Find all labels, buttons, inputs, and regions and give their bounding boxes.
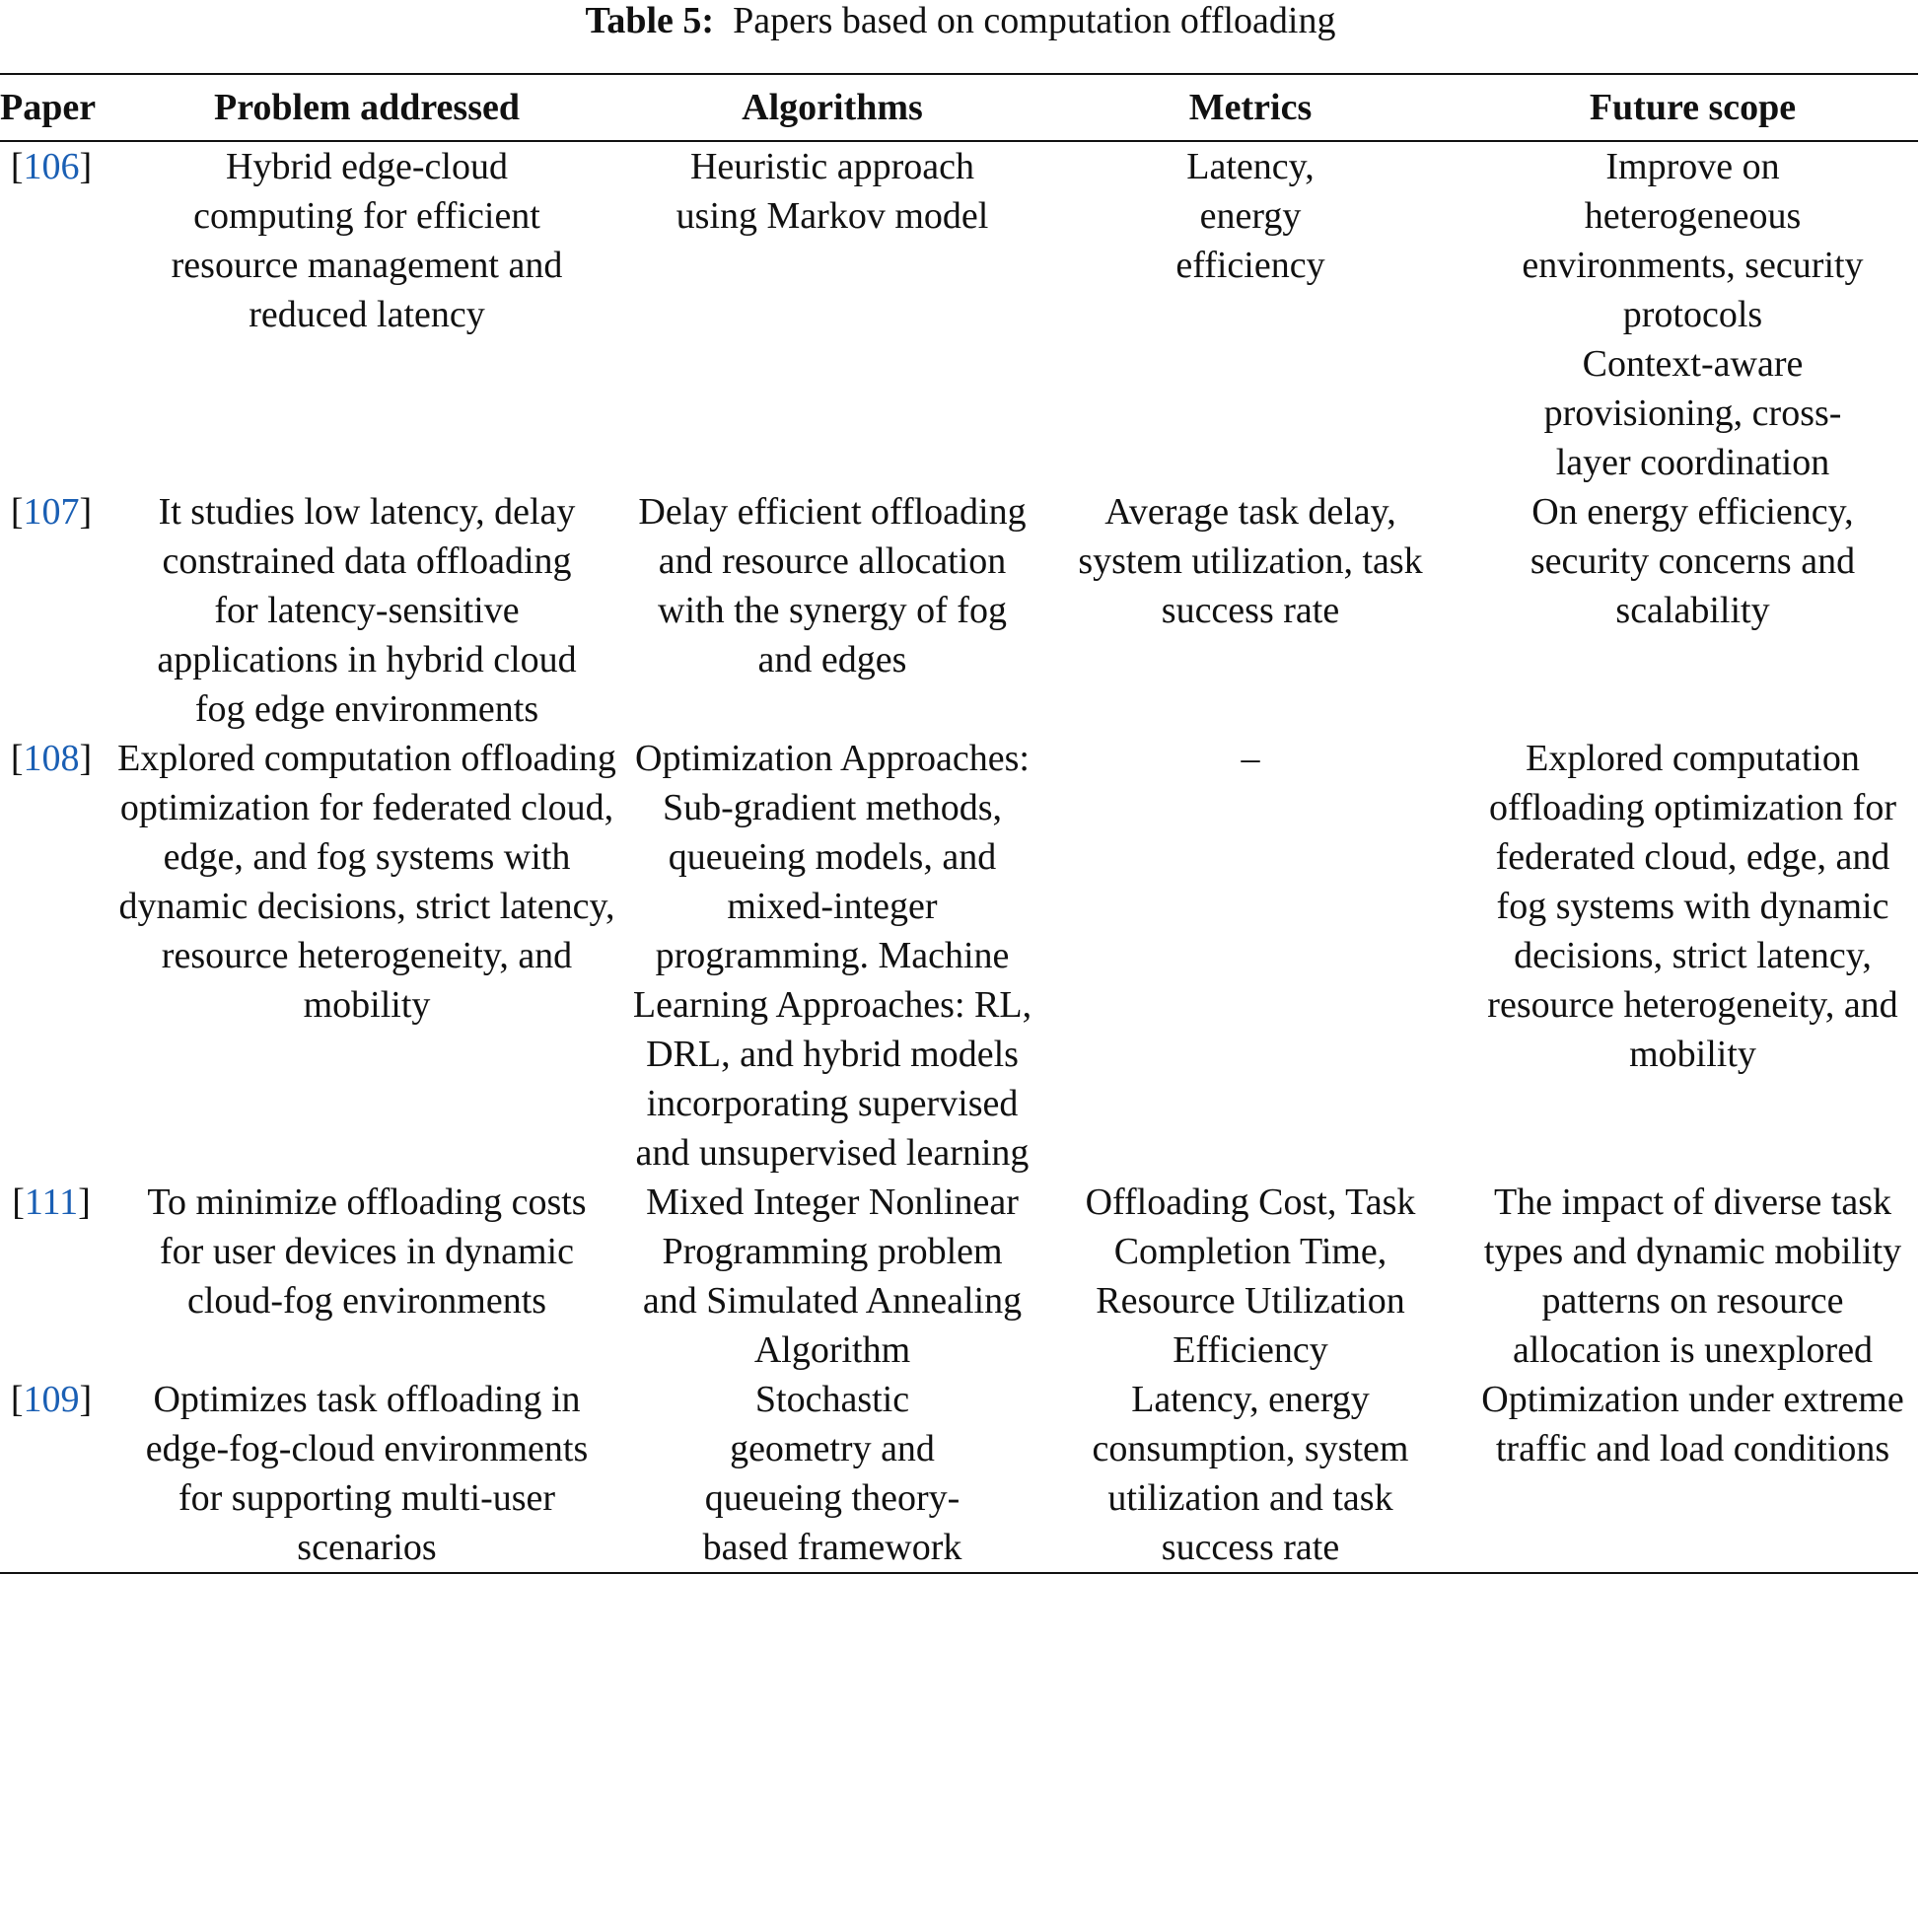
citation-link[interactable]: 106	[23, 146, 80, 187]
table-row	[0, 734, 1918, 1178]
table-caption	[0, 0, 1921, 41]
metrics-cell: Offloading Cost, Task Completion Time, Resource Utilization Efficiency	[1085, 1181, 1416, 1371]
problem-cell: Explored computation offloading optimization for federated cloud, edge, and fog systems with dynamic decisions, strict latency, resource heterogeneity, and mobility	[117, 738, 616, 1026]
paper-cell: [106]	[10, 146, 93, 187]
problem-cell: It studies low latency, delay constrained data offloading for latency-sensitive applications in hybrid cloud fog edge environments	[157, 491, 577, 730]
metrics-cell: Latency, energy efficiency	[1175, 146, 1325, 286]
future-scope-cell: On energy efficiency, security concerns and scalability	[1530, 491, 1856, 631]
header-problem: Problem addressed	[214, 87, 520, 128]
algorithms-cell: Mixed Integer Nonlinear Programming problem and Simulated Annealing Algorithm	[642, 1181, 1023, 1371]
citation-link[interactable]: 108	[23, 738, 80, 779]
offloading-papers-table	[0, 73, 1918, 1574]
table-row	[0, 1375, 1918, 1573]
header-metrics: Metrics	[1188, 87, 1313, 128]
problem-cell: Hybrid edge-cloud computing for efficient resource management and reduced latency	[171, 146, 563, 335]
paper-cell: [111]	[12, 1181, 91, 1223]
metrics-cell: –	[1241, 738, 1260, 779]
table-row	[0, 487, 1918, 734]
table-header-row	[0, 74, 1918, 141]
algorithms-cell: Optimization Approaches: Sub-gradient methods, queueing models, and mixed-integer programming. Machine Learning Approaches: RL, DRL, and hybrid models incorporating supervised and unsupervised learning	[632, 738, 1032, 1174]
algorithms-cell: Delay efficient offloading and resource allocation with the synergy of fog and edges	[638, 491, 1027, 680]
problem-cell: To minimize offloading costs for user devices in dynamic cloud-fog environments	[147, 1181, 587, 1322]
table-row	[0, 141, 1918, 487]
future-scope-cell: Optimization under extreme traffic and load conditions	[1481, 1379, 1904, 1469]
algorithms-cell: Heuristic approach using Markov model	[676, 146, 989, 237]
paper-cell: [108]	[10, 738, 93, 779]
citation-link[interactable]: 109	[23, 1379, 80, 1420]
future-scope-cell: Explored computation offloading optimization for federated cloud, edge, and fog systems with dynamic decisions, strict latency, resource heterogeneity, and mobility	[1487, 738, 1898, 1075]
table-row	[0, 1178, 1918, 1375]
algorithms-cell: Stochastic geometry and queueing theory-based framework	[702, 1379, 962, 1568]
table-title: Papers based on computation offloading	[733, 0, 1336, 41]
metrics-cell: Latency, energy consumption, system utilization and task success rate	[1092, 1379, 1409, 1568]
paper-cell: [109]	[10, 1379, 93, 1420]
future-scope-cell: Improve on heterogeneous environments, security protocols Context-aware provisioning, cross-layer coordination	[1522, 146, 1864, 483]
citation-link[interactable]: 107	[23, 491, 80, 533]
table-label: Table 5:	[585, 0, 715, 41]
header-future-scope: Future scope	[1589, 87, 1797, 128]
paper-cell: [107]	[10, 491, 93, 533]
header-algorithms: Algorithms	[742, 87, 923, 128]
metrics-cell: Average task delay, system utilization, task success rate	[1078, 491, 1423, 631]
header-paper: Paper	[0, 87, 97, 128]
problem-cell: Optimizes task offloading in edge-fog-cloud environments for supporting multi-user scenarios	[145, 1379, 589, 1568]
citation-link[interactable]: 111	[24, 1181, 79, 1223]
future-scope-cell: The impact of diverse task types and dynamic mobility patterns on resource allocation is unexplored	[1483, 1181, 1902, 1371]
